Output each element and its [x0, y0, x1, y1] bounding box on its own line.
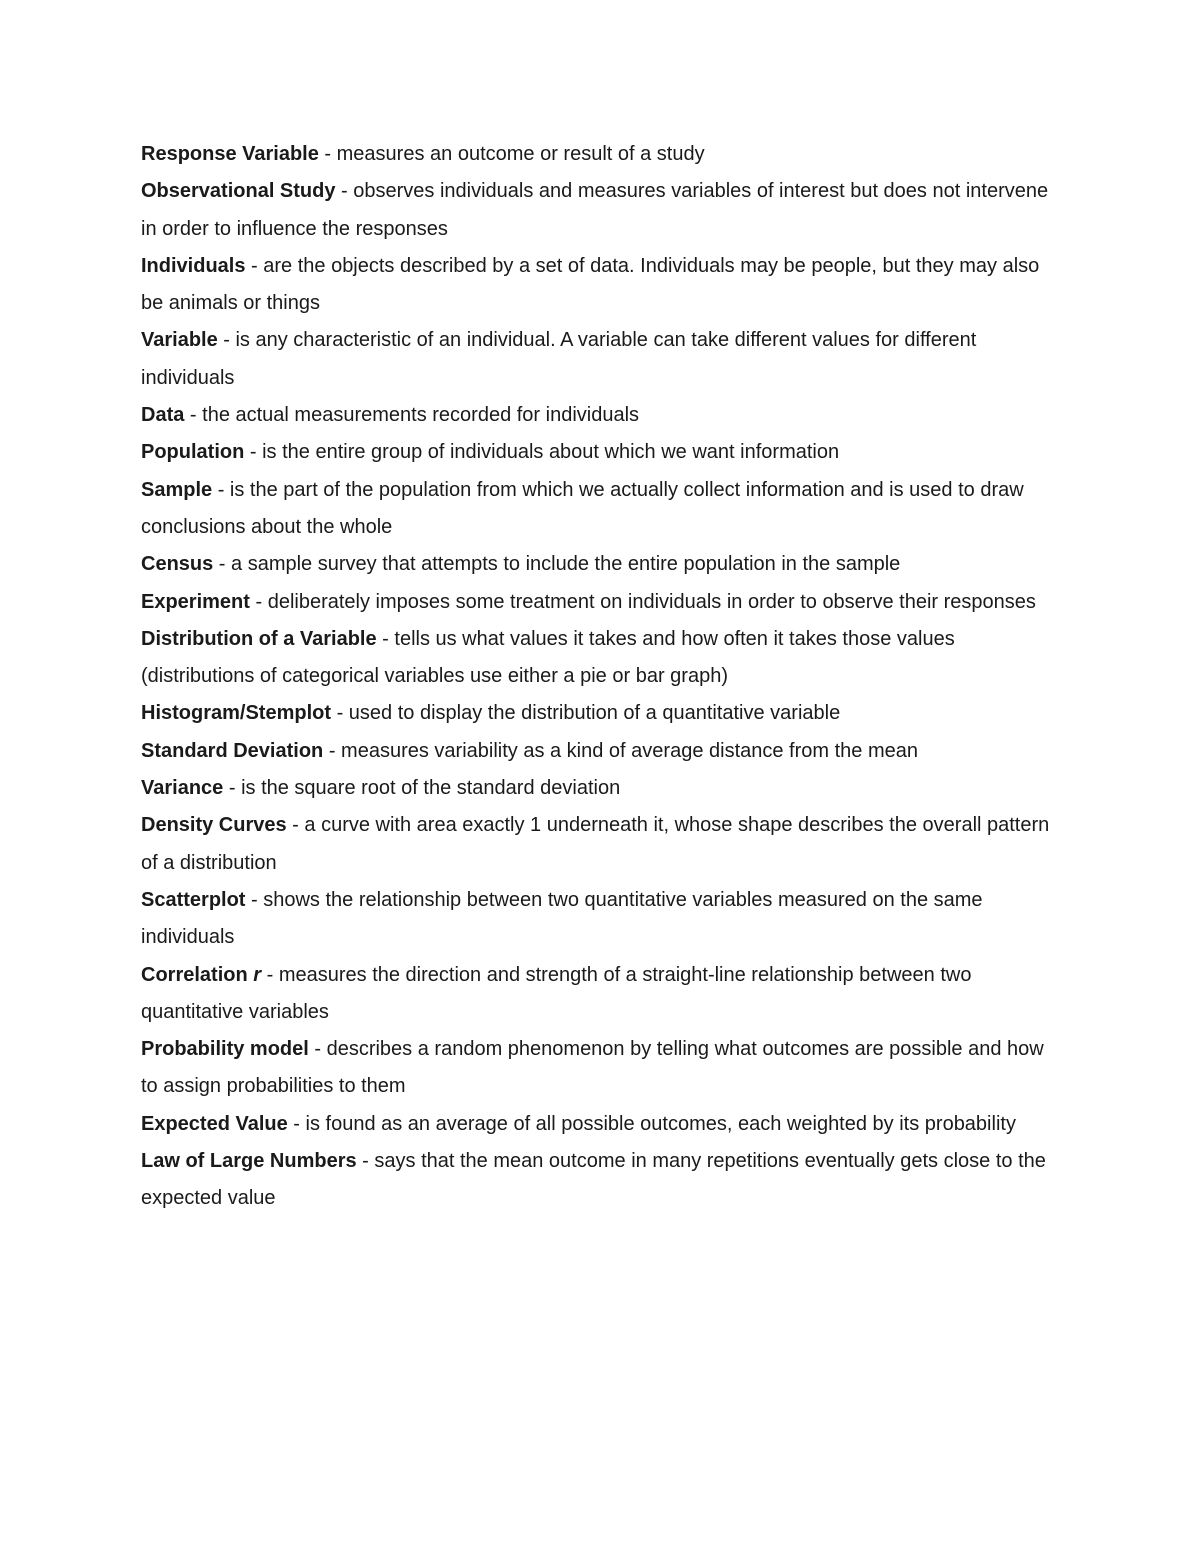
- definition: - tells us what values it takes and how often it takes those values (distributions of categorical variables use either a pie or bar graph): [141, 627, 955, 688]
- term: Law of Large Numbers: [141, 1150, 357, 1173]
- definition: - deliberately imposes some treatment on individuals in order to observe their responses: [249, 590, 1036, 613]
- definition: - is the square root of the standard deviation: [223, 777, 621, 800]
- glossary-entry-response-variable: [141, 136, 1061, 173]
- glossary-entry-data: [141, 397, 1061, 434]
- glossary-entry-standard-deviation: [141, 733, 1061, 770]
- glossary-entry-expected-value: [141, 1106, 1061, 1143]
- term: Variable: [141, 329, 218, 352]
- glossary-entry-population: [141, 434, 1061, 471]
- definition: - measures an outcome or result of a study: [318, 143, 705, 165]
- definition: - used to display the distribution of a quantitative variable: [331, 702, 841, 725]
- definition: - is any characteristic of an individual. A variable can take different values for different individuals: [141, 329, 977, 389]
- definition: - a curve with area exactly 1 underneath it, whose shape describes the overall pattern of a distribution: [141, 814, 1050, 874]
- term: Scatterplot: [141, 888, 246, 911]
- definition: - measures the direction and strength of a straight-line relationship between two quantitative variables: [141, 963, 972, 1023]
- definition: - is found as an average of all possible outcomes, each weighted by its probability: [287, 1112, 1016, 1135]
- term: Individuals: [141, 254, 246, 277]
- glossary-entry-individuals: [141, 248, 1061, 323]
- definition: - the actual measurements recorded for individuals: [184, 404, 640, 427]
- term: Population: [141, 441, 245, 464]
- glossary-entry-experiment: [141, 584, 1061, 621]
- glossary-entry-histogram-stemplot: [141, 695, 1061, 732]
- definition: - is the entire group of individuals about which we want information: [244, 441, 840, 464]
- term: Density Curves: [141, 814, 287, 837]
- glossary-list: [141, 136, 1061, 1218]
- glossary-entry-scatterplot: [141, 882, 1061, 957]
- glossary-entry-correlation: [141, 957, 1061, 1032]
- glossary-entry-sample: [141, 472, 1061, 547]
- definition: - measures variability as a kind of average distance from the mean: [323, 739, 918, 762]
- term: Observational Study: [141, 180, 336, 203]
- definition: - observes individuals and measures variables of interest but does not intervene in order to influence the responses: [141, 180, 1049, 240]
- term: Census: [141, 553, 214, 576]
- glossary-entry-variable: [141, 322, 1061, 397]
- term: Sample: [141, 478, 213, 501]
- term: Correlation: [141, 963, 248, 986]
- glossary-entry-variance: [141, 770, 1061, 807]
- glossary-entry-probability-model: [141, 1031, 1061, 1106]
- term: Histogram/Stemplot: [141, 702, 332, 725]
- term: Probability model: [141, 1038, 309, 1061]
- term: Experiment: [141, 590, 250, 613]
- term: Standard Deviation: [141, 739, 324, 762]
- definition: - shows the relationship between two quantitative variables measured on the same individuals: [141, 888, 983, 949]
- glossary-entry-distribution-of-a-variable: [141, 621, 1061, 696]
- definition: - is the part of the population from which we actually collect information and is used to draw conclusions about the whole: [141, 478, 1024, 538]
- term: Data: [141, 404, 185, 427]
- term: Variance: [141, 777, 224, 800]
- definition: - says that the mean outcome in many repetitions eventually gets close to the expected value: [141, 1150, 1046, 1210]
- term: Distribution of a Variable: [141, 627, 377, 650]
- glossary-entry-density-curves: [141, 807, 1061, 882]
- term: Response Variable: [141, 143, 319, 165]
- glossary-entry-law-of-large-numbers: [141, 1143, 1061, 1218]
- term-symbol: r: [253, 963, 262, 986]
- glossary-entry-observational-study: [141, 173, 1061, 248]
- definition: - describes a random phenomenon by telling what outcomes are possible and how to assign probabilities to them: [141, 1038, 1044, 1098]
- term: Expected Value: [141, 1112, 288, 1135]
- glossary-entry-census: [141, 546, 1061, 583]
- definition: - are the objects described by a set of data. Individuals may be people, but they may also be animals or things: [141, 254, 1040, 315]
- definition: - a sample survey that attempts to include the entire population in the sample: [213, 553, 901, 576]
